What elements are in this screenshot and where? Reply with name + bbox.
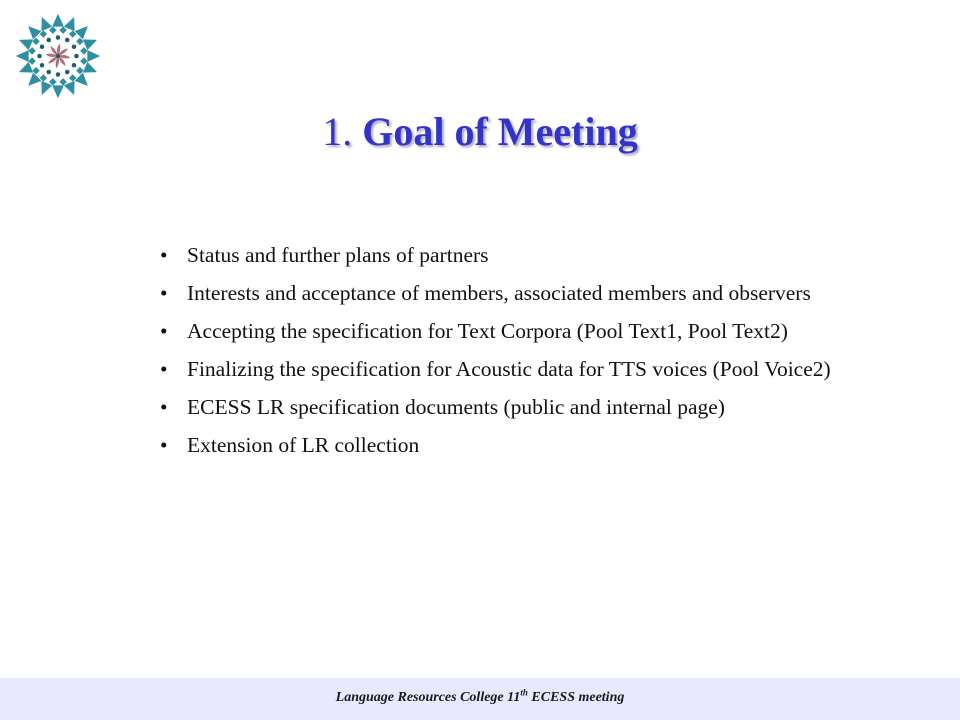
bullet-text: Status and further plans of partners: [187, 243, 489, 267]
footer-bar: [0, 678, 960, 720]
footer-suffix: ECESS meeting: [527, 689, 625, 705]
bullet-text: Accepting the specification for Text Corpora (Pool Text1, Pool Text2): [187, 319, 788, 343]
footer-text: [335, 687, 625, 705]
bullet-dot: •: [160, 395, 168, 419]
bullet-text: ECESS LR specification documents (public and internal page): [187, 395, 725, 419]
bullet-item: [160, 316, 880, 346]
title-text: Goal of Meeting: [362, 109, 638, 154]
bullet-dot: •: [160, 433, 168, 457]
bullet-dot: •: [160, 243, 168, 267]
logo-icon: [14, 12, 102, 100]
bullet-item: [160, 240, 880, 270]
bullet-dot: •: [160, 281, 168, 305]
bullet-dot: •: [160, 357, 168, 381]
title-number: 1.: [322, 109, 353, 154]
bullet-list: [160, 240, 880, 468]
slide-title: [0, 108, 960, 155]
footer-superscript: th: [520, 687, 528, 697]
bullet-item: [160, 354, 880, 384]
footer-prefix: Language Resources College 11: [335, 689, 521, 705]
bullet-text: Extension of LR collection: [187, 433, 420, 457]
bullet-text: Interests and acceptance of members, associated members and observers: [187, 281, 811, 305]
bullet-item: [160, 430, 880, 460]
bullet-item: [160, 392, 880, 422]
bullet-item: [160, 278, 880, 308]
bullet-dot: •: [160, 319, 168, 343]
bullet-text: Finalizing the specification for Acoustic data for TTS voices (Pool Voice2): [187, 357, 831, 381]
